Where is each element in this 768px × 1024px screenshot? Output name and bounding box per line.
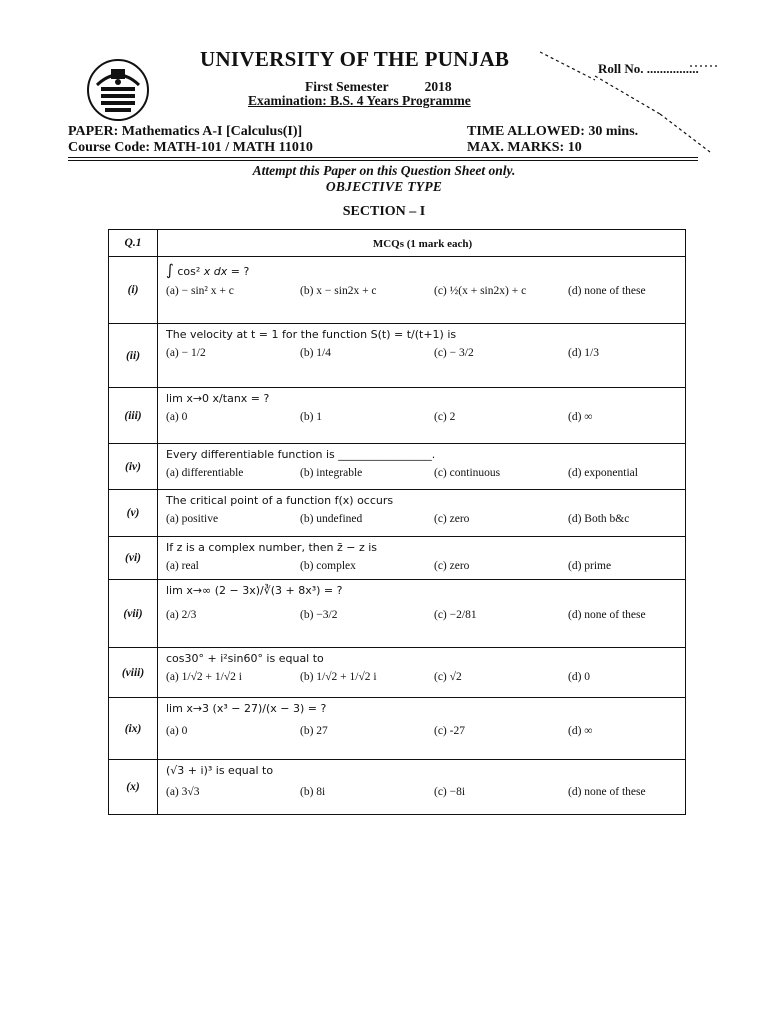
table-row xyxy=(109,580,686,648)
option-b: (b) 1 xyxy=(300,411,323,423)
table-header-row xyxy=(109,230,686,257)
question-number: (ix) xyxy=(109,698,158,760)
question-number: (x) xyxy=(109,760,158,815)
question-number: (ii) xyxy=(109,324,158,388)
options-row xyxy=(166,411,679,423)
examination-title: Examination: B.S. 4 Years Programme xyxy=(248,93,471,108)
question-number: (i) xyxy=(109,257,158,324)
options-row xyxy=(166,347,679,359)
university-title: UNIVERSITY OF THE PUNJAB xyxy=(200,47,510,71)
option-b: (b) 8i xyxy=(300,786,326,798)
exam-year: 2018 xyxy=(424,79,452,94)
option-c: (c) zero xyxy=(434,560,470,572)
option-b: (b) 1/√2 + 1/√2 i xyxy=(300,671,377,683)
table-row xyxy=(109,537,686,580)
table-row xyxy=(109,648,686,698)
option-a: (a) − 1/2 xyxy=(166,347,206,359)
question-number: (iii) xyxy=(109,388,158,444)
option-a: (a) 1/√2 + 1/√2 i xyxy=(166,671,242,683)
option-c: (c) -27 xyxy=(434,725,465,737)
instruction-text: Attempt this Paper on this Question Sheet only. xyxy=(252,163,516,178)
question-number: (vi) xyxy=(109,537,158,580)
table-row xyxy=(109,257,686,324)
paper-type: OBJECTIVE TYPE xyxy=(325,179,443,194)
table-row xyxy=(109,490,686,537)
option-c: (c) ½(x + sin2x) + c xyxy=(434,285,527,297)
question-text: If z is a complex number, then z̄ − z is xyxy=(166,541,378,554)
question-number: (viii) xyxy=(109,648,158,698)
option-b: (b) complex xyxy=(300,560,356,572)
header-rule-top xyxy=(68,157,698,158)
roll-number-field: Roll No. ................ xyxy=(598,61,699,76)
option-a: (a) 0 xyxy=(166,725,188,737)
question-text: The velocity at t = 1 for the function S(t) = t/(t+1) is xyxy=(166,328,457,341)
university-logo-icon xyxy=(83,55,153,125)
option-c: (c) √2 xyxy=(434,671,462,683)
option-b: (b) 27 xyxy=(300,725,328,737)
option-b: (b) 1/4 xyxy=(300,347,331,359)
options-row xyxy=(166,513,679,525)
time-allowed: TIME ALLOWED: 30 mins. xyxy=(467,124,639,139)
question-text: ∫ cos² x dx = ? xyxy=(166,261,250,279)
options-row xyxy=(166,725,679,737)
option-d: (d) none of these xyxy=(568,609,646,621)
option-d: (d) 1/3 xyxy=(568,347,599,359)
option-b: (b) integrable xyxy=(300,467,363,479)
option-c: (c) zero xyxy=(434,513,470,525)
table-row xyxy=(109,324,686,388)
options-row xyxy=(166,467,679,479)
options-row xyxy=(166,560,679,572)
option-c: (c) − 3/2 xyxy=(434,347,474,359)
question-text: lim x→∞ (2 − 3x)/∛(3 + 8x³) = ? xyxy=(166,584,343,597)
option-d: (d) prime xyxy=(568,560,612,572)
question-number: (iv) xyxy=(109,444,158,490)
option-a: (a) differentiable xyxy=(166,467,244,479)
paper-title: PAPER: Mathematics A-I [Calculus(I)] xyxy=(68,124,303,139)
option-d: (d) 0 xyxy=(568,671,591,683)
question-text: The critical point of a function f(x) occurs xyxy=(166,494,394,507)
option-a: (a) positive xyxy=(166,513,219,525)
option-d: (d) Both b&c xyxy=(568,513,630,525)
question-text: lim x→0 x/tanx = ? xyxy=(166,392,270,405)
table-row xyxy=(109,698,686,760)
option-a: (a) real xyxy=(166,560,199,572)
options-row xyxy=(166,786,679,798)
option-b: (b) undefined xyxy=(300,513,363,525)
options-row xyxy=(166,671,679,683)
section-title: SECTION – I xyxy=(342,204,426,219)
header-rule-bottom xyxy=(68,160,698,161)
option-c: (c) 2 xyxy=(434,411,456,423)
table-row xyxy=(109,388,686,444)
option-c: (c) −8i xyxy=(434,786,466,798)
question-text: cos30° + i²sin60° is equal to xyxy=(166,652,324,665)
question-text: Every differentiable function is _________________. xyxy=(166,448,436,461)
options-row xyxy=(166,285,679,297)
question-text: (√3 + i)³ is equal to xyxy=(166,764,274,777)
options-row xyxy=(166,609,679,621)
option-d: (d) ∞ xyxy=(568,725,593,737)
question-label: Q.1 xyxy=(109,230,158,257)
option-d: (d) none of these xyxy=(568,786,646,798)
option-d: (d) none of these xyxy=(568,285,646,297)
table-heading: MCQs (1 mark each) xyxy=(372,237,473,250)
option-a: (a) 2/3 xyxy=(166,609,197,621)
table-row xyxy=(109,760,686,815)
option-d: (d) ∞ xyxy=(568,411,593,423)
option-b: (b) −3/2 xyxy=(300,609,338,621)
semester: First Semester xyxy=(305,79,389,94)
question-text: lim x→3 (x³ − 27)/(x − 3) = ? xyxy=(166,702,327,715)
option-c: (c) −2/81 xyxy=(434,609,477,621)
option-a: (a) 0 xyxy=(166,411,188,423)
table-row xyxy=(109,444,686,490)
mcq-table xyxy=(108,229,686,815)
option-a: (a) 3√3 xyxy=(166,786,200,798)
question-number: (v) xyxy=(109,490,158,537)
course-code: Course Code: MATH-101 / MATH 11010 xyxy=(68,140,313,155)
option-c: (c) continuous xyxy=(434,467,501,479)
option-b: (b) x − sin2x + c xyxy=(300,285,377,297)
option-a: (a) − sin² x + c xyxy=(166,285,234,297)
option-d: (d) exponential xyxy=(568,467,638,479)
max-marks: MAX. MARKS: 10 xyxy=(467,140,582,155)
question-number: (vii) xyxy=(109,580,158,648)
